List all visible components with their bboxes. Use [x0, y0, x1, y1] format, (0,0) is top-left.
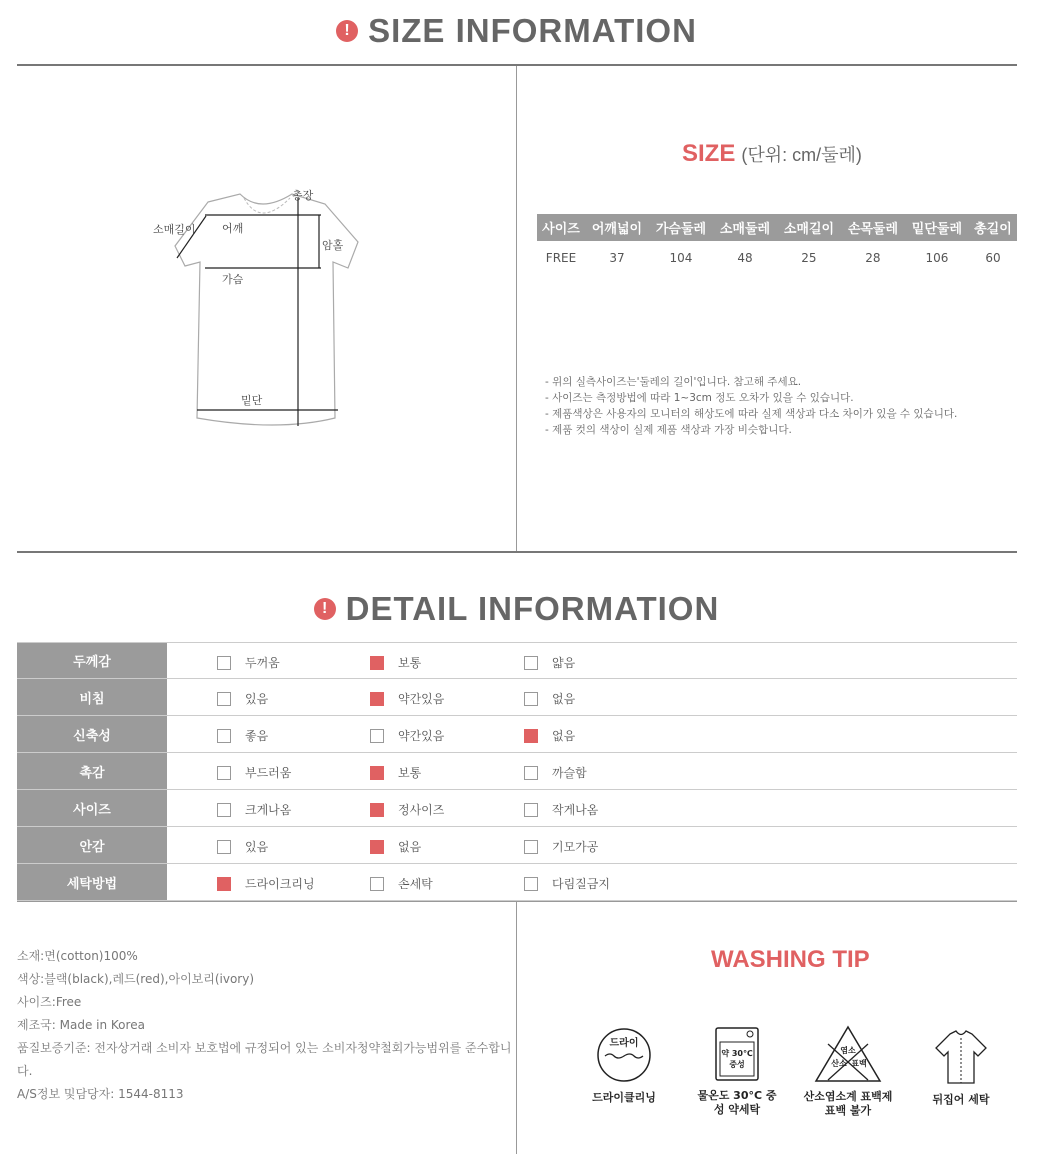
- detail-option: [524, 764, 587, 781]
- inside-out-shirt-icon: [932, 1028, 990, 1086]
- note-line: - 사이즈는 측정방법에 따라 1~3cm 정도 오차가 있을 수 있습니다.: [545, 392, 854, 404]
- detail-option: [524, 727, 575, 744]
- detail-option-label: 기모가공: [552, 840, 599, 854]
- table-cell: 104: [669, 251, 693, 265]
- detail-option-label: 약간있음: [398, 692, 445, 706]
- svg-text:표백: 표백: [851, 1059, 867, 1068]
- wash-tub-icon: [714, 1026, 760, 1082]
- detail-option-label: 있음: [245, 840, 269, 854]
- unchecked-box-icon: [217, 729, 231, 743]
- detail-option: [524, 690, 575, 707]
- unchecked-box-icon: [370, 877, 384, 891]
- table-cell: 48: [737, 251, 753, 265]
- unchecked-box-icon: [217, 692, 231, 706]
- unchecked-box-icon: [524, 766, 538, 780]
- wash-temp-item: [696, 1026, 778, 1117]
- detail-option-label: 두꺼움: [245, 656, 280, 670]
- color-text: 색상:블랙(black),레드(red),아이보리(ivory): [17, 972, 255, 986]
- table-row: [17, 716, 1017, 753]
- inside-out-item: [922, 1028, 1000, 1107]
- inside-out-caption: 뒤집어 세탁: [932, 1093, 990, 1106]
- shoulder-label: 어깨: [222, 222, 244, 235]
- checked-box-icon: [370, 803, 384, 817]
- detail-information-heading: [0, 590, 1033, 628]
- unchecked-box-icon: [217, 656, 231, 670]
- as-info-text: A/S정보 및담당자: 1544-8113: [17, 1087, 184, 1101]
- divider: [17, 64, 1017, 66]
- detail-option-label: 없음: [552, 692, 576, 706]
- dry-clean-item: [585, 1026, 663, 1105]
- note-line: - 제품 컷의 색상이 실제 제품 색상과 가장 비슷합니다.: [545, 424, 792, 436]
- size-information-heading: [0, 12, 1033, 50]
- detail-option: [370, 801, 444, 818]
- unchecked-box-icon: [524, 877, 538, 891]
- detail-option-label: 없음: [552, 729, 576, 743]
- table-row: [537, 241, 1017, 275]
- dry-clean-symbol-text: 드라이: [609, 1038, 639, 1049]
- detail-option-label: 손세탁: [398, 877, 433, 891]
- detail-option-label: 약간있음: [398, 729, 445, 743]
- detail-option: [217, 801, 291, 818]
- detail-option-label: 좋음: [245, 729, 269, 743]
- detail-row-label: 안감: [17, 827, 167, 863]
- size-heading-text: SIZE INFORMATION: [368, 12, 697, 49]
- table-cell: 60: [985, 251, 1001, 265]
- detail-option: [217, 838, 268, 855]
- sleeve-length-label: 소매길이: [153, 223, 196, 236]
- column-header: 소매둘레: [713, 214, 777, 241]
- divider: [17, 551, 1017, 553]
- detail-row-label: 비침: [17, 679, 167, 715]
- table-cell: 28: [865, 251, 881, 265]
- detail-option-label: 까슬함: [552, 766, 587, 780]
- detail-option: [524, 801, 598, 818]
- svg-text:중성: 중성: [729, 1060, 745, 1069]
- hem-label: 밑단: [241, 394, 263, 407]
- size-title-text: SIZE: [682, 140, 736, 167]
- detail-option: [524, 838, 598, 855]
- unchecked-box-icon: [370, 729, 384, 743]
- size-table-title: [682, 140, 862, 168]
- detail-option-label: 다림질금지: [552, 877, 610, 891]
- detail-option: [217, 875, 315, 892]
- svg-text:약 30℃: 약 30℃: [721, 1049, 753, 1058]
- unchecked-box-icon: [524, 692, 538, 706]
- material-text: 소재:면(cotton)100%: [17, 949, 138, 963]
- detail-row-label: 두께감: [17, 643, 167, 678]
- size-notes: [545, 374, 957, 438]
- checked-box-icon: [217, 877, 231, 891]
- detail-option: [370, 838, 421, 855]
- note-line: - 제품색상은 사용자의 모니터의 해상도에 따라 실제 색상과 다소 차이가 있을 수 있습니다.: [545, 408, 958, 420]
- detail-option: [370, 764, 421, 781]
- column-header: 사이즈: [537, 214, 585, 241]
- detail-table: [17, 642, 1017, 901]
- unchecked-box-icon: [524, 803, 538, 817]
- alert-icon: !: [314, 598, 336, 620]
- dry-clean-caption: 드라이클리닝: [592, 1091, 656, 1104]
- detail-option: [217, 690, 268, 707]
- checked-box-icon: [370, 840, 384, 854]
- table-row: [17, 790, 1017, 827]
- no-bleach-item: [800, 1024, 896, 1118]
- unchecked-box-icon: [217, 840, 231, 854]
- detail-row-label: 세탁방법: [17, 864, 167, 900]
- unchecked-box-icon: [217, 766, 231, 780]
- column-header: 가슴둘레: [649, 214, 713, 241]
- no-bleach-icon: [813, 1024, 883, 1084]
- detail-option-label: 크게나옴: [245, 803, 292, 817]
- dry-clean-icon: [595, 1026, 653, 1084]
- column-header: 밑단둘레: [905, 214, 969, 241]
- detail-option-label: 부드러움: [245, 766, 292, 780]
- table-cell: 37: [609, 251, 625, 265]
- detail-option: [524, 875, 610, 892]
- unchecked-box-icon: [524, 656, 538, 670]
- detail-option-label: 보통: [398, 766, 422, 780]
- table-cell: 25: [801, 251, 817, 265]
- origin-text: 제조국: Made in Korea: [17, 1018, 145, 1032]
- column-header: 총길이: [969, 214, 1017, 241]
- svg-text:산소: 산소: [831, 1059, 847, 1068]
- size-text: 사이즈:Free: [17, 995, 82, 1009]
- detail-row-label: 사이즈: [17, 790, 167, 826]
- detail-row-label: 촉감: [17, 753, 167, 789]
- unchecked-box-icon: [217, 803, 231, 817]
- detail-option: [370, 654, 421, 671]
- table-row: [17, 827, 1017, 864]
- size-table-header: [537, 214, 1017, 241]
- table-row: [17, 864, 1017, 901]
- detail-heading-text: DETAIL INFORMATION: [345, 590, 720, 627]
- divider: [516, 66, 517, 552]
- checked-box-icon: [524, 729, 538, 743]
- detail-option: [217, 764, 291, 781]
- no-bleach-caption: 산소염소계 표백제 표백 불가: [803, 1090, 893, 1117]
- table-row: [17, 753, 1017, 790]
- detail-option-label: 없음: [398, 840, 422, 854]
- column-header: 소매길이: [777, 214, 841, 241]
- detail-option-label: 보통: [398, 656, 422, 670]
- detail-option: [217, 654, 280, 671]
- checked-box-icon: [370, 692, 384, 706]
- detail-option-label: 정사이즈: [398, 803, 445, 817]
- detail-option-label: 있음: [245, 692, 269, 706]
- wash-temp-caption: 물온도 30°C 중성 약세탁: [697, 1089, 777, 1116]
- garment-diagram: [140, 180, 380, 440]
- product-info: [17, 945, 512, 1106]
- divider: [17, 901, 1017, 902]
- column-header: 손목둘레: [841, 214, 905, 241]
- table-row: [17, 679, 1017, 716]
- table-row: [17, 642, 1017, 679]
- detail-option: [370, 690, 444, 707]
- divider: [516, 902, 517, 1154]
- detail-option-label: 드라이크리닝: [245, 877, 315, 891]
- quality-text: 품질보증기준: 전자상거래 소비자 보호법에 규정되어 있는 소비자청약철회가능범위를 준수합니다.: [17, 1041, 512, 1078]
- column-header: 어깨넓이: [585, 214, 649, 241]
- checked-box-icon: [370, 656, 384, 670]
- detail-option: [217, 727, 268, 744]
- detail-option: [524, 654, 575, 671]
- checked-box-icon: [370, 766, 384, 780]
- svg-text:염소: 염소: [840, 1046, 856, 1055]
- table-cell: FREE: [545, 251, 577, 265]
- washing-tip-title: WASHING TIP: [711, 946, 870, 973]
- detail-option-label: 얇음: [552, 656, 576, 670]
- total-length-label: 총장: [292, 189, 314, 202]
- armhole-label: 암홀: [322, 239, 344, 252]
- table-cell: 106: [925, 251, 949, 265]
- detail-option-label: 작게나옴: [552, 803, 599, 817]
- detail-option: [370, 727, 444, 744]
- detail-row-label: 신축성: [17, 716, 167, 752]
- size-unit-text: (단위: cm/둘레): [741, 145, 862, 165]
- detail-option: [370, 875, 433, 892]
- alert-icon: !: [336, 20, 358, 42]
- size-table: [537, 214, 1017, 275]
- chest-label: 가슴: [222, 273, 244, 286]
- unchecked-box-icon: [524, 840, 538, 854]
- note-line: - 위의 실측사이즈는'둘레의 길이'입니다. 참고해 주세요.: [545, 376, 802, 388]
